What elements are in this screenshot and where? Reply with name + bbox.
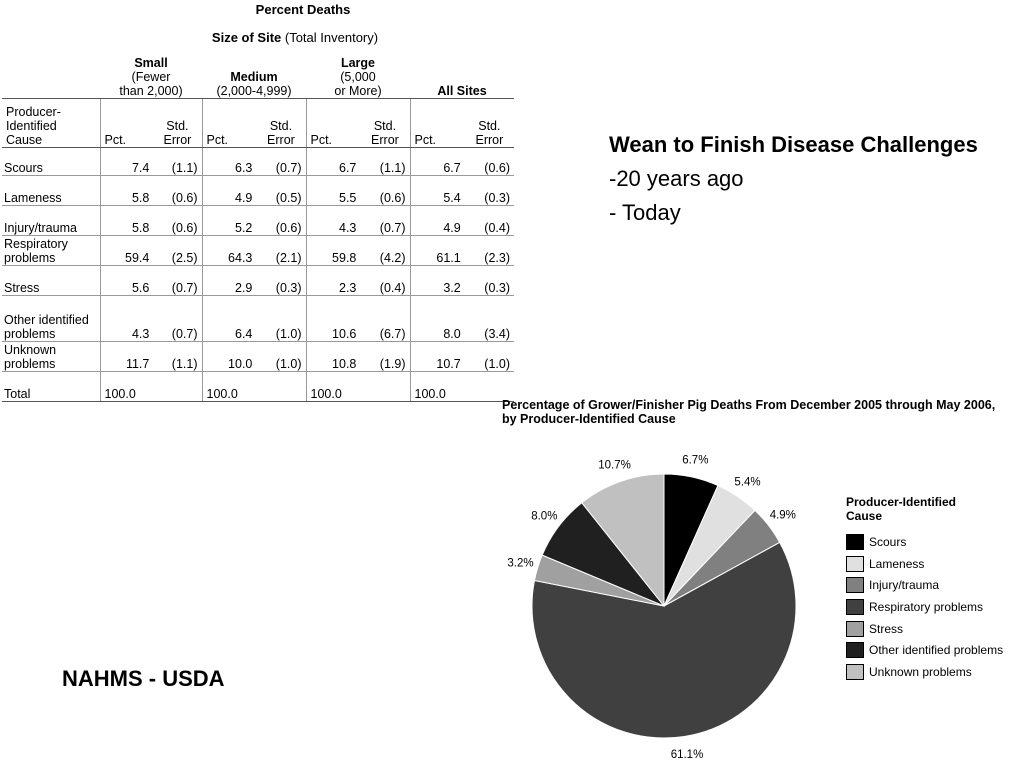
cause-header: Producer- Identified Cause (2, 99, 100, 148)
pct-cell: 10.8 (306, 342, 360, 372)
cause-cell: Lameness (2, 176, 100, 206)
pct-cell: 59.4 (100, 236, 153, 266)
pct-cell: 2.3 (306, 266, 360, 296)
legend-label: Unknown problems (869, 664, 972, 679)
legend-label: Respiratory problems (869, 599, 984, 614)
legend-swatch (846, 664, 864, 680)
pct-cell: 5.8 (100, 206, 153, 236)
se-cell: (1.1) (153, 148, 202, 176)
slice-label: 6.7% (682, 454, 709, 467)
slice-label: 5.4% (734, 476, 761, 489)
se-cell: (0.6) (360, 176, 410, 206)
se-cell: (0.6) (256, 206, 306, 236)
heading-title: Wean to Finish Disease Challenges (609, 132, 978, 157)
pct-cell: 100.0 (306, 372, 360, 402)
pct-header: Pct. (410, 99, 465, 148)
legend-swatch (846, 577, 864, 593)
se-cell: (0.3) (256, 266, 306, 296)
legend-swatch (846, 556, 864, 572)
legend-swatch (846, 642, 864, 658)
pct-cell: 8.0 (410, 296, 465, 342)
pct-cell: 59.8 (306, 236, 360, 266)
legend-swatch (846, 621, 864, 637)
se-header: Std. Error (465, 99, 514, 148)
se-cell: (1.1) (360, 148, 410, 176)
group-all-sites: All Sites (437, 84, 487, 98)
table-row (2, 148, 514, 176)
pct-cell: 4.3 (100, 296, 153, 342)
table-row (2, 372, 514, 402)
se-cell: (1.0) (256, 296, 306, 342)
legend-item (846, 618, 1003, 640)
site-size-rest: (Total Inventory) (281, 30, 379, 45)
legend-item (846, 531, 1003, 553)
heading-line-1: -20 years ago (609, 166, 744, 191)
pct-cell: 5.4 (410, 176, 465, 206)
site-size-header (120, 30, 470, 45)
pct-cell: 10.6 (306, 296, 360, 342)
pct-cell: 5.8 (100, 176, 153, 206)
legend-label: Other identified problems (869, 643, 1004, 658)
se-cell: (0.7) (153, 266, 202, 296)
se-header: Std. Error (360, 99, 410, 148)
pct-cell: 4.3 (306, 206, 360, 236)
slice-label: 8.0% (531, 510, 558, 523)
se-cell: (1.0) (465, 342, 514, 372)
se-cell: (1.9) (360, 342, 410, 372)
group-small: Small (Fewer than 2,000) (119, 56, 183, 98)
pie-chart (490, 440, 830, 768)
pct-cell: 6.3 (202, 148, 256, 176)
legend-item (846, 596, 1003, 618)
legend-item (846, 553, 1003, 575)
se-cell: (0.6) (465, 148, 514, 176)
legend-swatch (846, 534, 864, 550)
se-cell: (0.3) (465, 266, 514, 296)
slide-heading (609, 128, 978, 230)
legend-item (846, 574, 1003, 596)
se-cell (256, 372, 306, 402)
legend-title: Producer-Identified Cause (846, 495, 957, 523)
heading-line-2: - Today (609, 200, 681, 225)
se-header: Std. Error (153, 99, 202, 148)
pct-cell: 64.3 (202, 236, 256, 266)
se-cell: (1.1) (153, 342, 202, 372)
cause-cell: Stress (2, 266, 100, 296)
se-cell: (2.3) (465, 236, 514, 266)
se-cell: (0.4) (360, 266, 410, 296)
pct-cell: 10.7 (410, 342, 465, 372)
legend-item (846, 661, 1003, 683)
percent-deaths-table (2, 52, 514, 402)
se-cell (360, 372, 410, 402)
se-cell: (0.7) (256, 148, 306, 176)
source-label: NAHMS - USDA (62, 666, 225, 691)
se-cell (465, 372, 514, 402)
group-large: Large (5,000 or More) (334, 56, 382, 98)
se-cell: (1.0) (256, 342, 306, 372)
se-cell: (0.3) (465, 176, 514, 206)
cause-cell: Scours (2, 148, 100, 176)
pie-chart-title: Percentage of Grower/Finisher Pig Deaths From December 2005 through May 2006, by Producer-Identified Cause (502, 398, 996, 426)
pct-cell: 6.7 (410, 148, 465, 176)
site-size-bold: Size of Site (211, 30, 282, 45)
table-row (2, 236, 514, 266)
pct-cell: 61.1 (410, 236, 465, 266)
se-cell: (3.4) (465, 296, 514, 342)
se-cell: (0.4) (465, 206, 514, 236)
table-row (2, 176, 514, 206)
se-cell (153, 372, 202, 402)
se-cell: (0.6) (153, 206, 202, 236)
pct-header: Pct. (100, 99, 153, 148)
slice-label: 4.9% (769, 509, 796, 522)
pct-cell: 2.9 (202, 266, 256, 296)
pct-cell: 100.0 (410, 372, 465, 402)
se-cell: (0.7) (360, 206, 410, 236)
se-header: Std. Error (256, 99, 306, 148)
pct-cell: 5.2 (202, 206, 256, 236)
pct-cell: 10.0 (202, 342, 256, 372)
cause-cell: Unknown problems (2, 342, 100, 372)
slice-label: 3.2% (507, 557, 534, 570)
legend-label: Scours (869, 534, 907, 549)
pct-cell: 5.5 (306, 176, 360, 206)
cause-cell: Respiratory problems (2, 236, 100, 266)
legend-item (846, 639, 1003, 661)
pct-cell: 100.0 (100, 372, 153, 402)
pct-cell: 6.7 (306, 148, 360, 176)
legend-label: Stress (869, 621, 904, 636)
pct-header: Pct. (306, 99, 360, 148)
legend-swatch (846, 599, 864, 615)
slice-label: 61.1% (670, 749, 704, 762)
legend-label: Injury/trauma (869, 578, 940, 593)
pct-cell: 6.4 (202, 296, 256, 342)
cause-cell: Total (2, 372, 100, 402)
se-cell: (6.7) (360, 296, 410, 342)
cause-cell: Other identified problems (2, 296, 100, 342)
pct-header: Pct. (202, 99, 256, 148)
table-row (2, 266, 514, 296)
se-cell: (2.1) (256, 236, 306, 266)
legend-label: Lameness (869, 556, 925, 571)
table-row (2, 206, 514, 236)
pct-cell: 7.4 (100, 148, 153, 176)
pct-cell: 4.9 (410, 206, 465, 236)
se-cell: (2.5) (153, 236, 202, 266)
pct-cell: 100.0 (202, 372, 256, 402)
table-title: Percent Deaths (255, 2, 351, 17)
se-cell: (0.5) (256, 176, 306, 206)
pct-cell: 11.7 (100, 342, 153, 372)
pct-cell: 4.9 (202, 176, 256, 206)
pie-legend (846, 495, 1003, 683)
table-row (2, 296, 514, 342)
se-cell: (0.6) (153, 176, 202, 206)
cause-cell: Injury/trauma (2, 206, 100, 236)
group-medium: Medium (2,000-4,999) (216, 70, 292, 98)
slice-label: 10.7% (598, 459, 631, 472)
pct-cell: 3.2 (410, 266, 465, 296)
pct-cell: 5.6 (100, 266, 153, 296)
table-row (2, 342, 514, 372)
se-cell: (0.7) (153, 296, 202, 342)
se-cell: (4.2) (360, 236, 410, 266)
